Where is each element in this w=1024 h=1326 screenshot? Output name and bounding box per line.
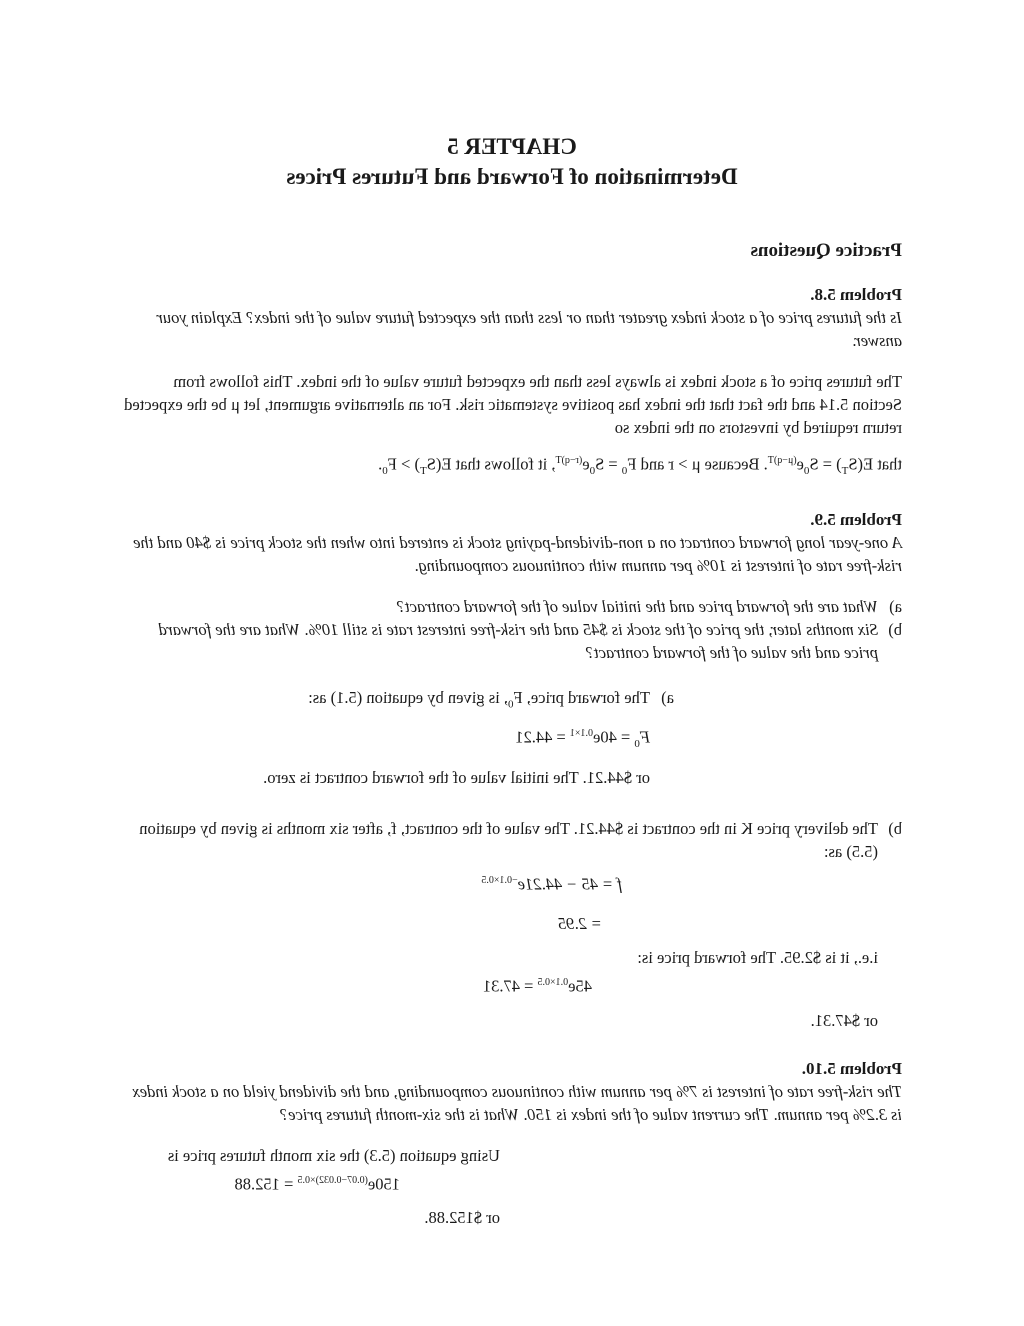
problem-question: Is the futures price of a stock index greater than or less than the expected future value of the index? Explain your answer. [156,308,902,350]
section-heading: Practice Questions [750,240,902,261]
eq-exponent: (r−q)T [555,455,583,466]
problem-title: Problem 5.9. [810,509,902,529]
problem-question: A one-year long forward contract on a non-dividend-paying stock is entered into when the stock price is $40 and the risk-free rate of interest is 10% per annum with continuous compounding. [133,532,902,575]
answer-text: The forward price, $F_0$, is given by equation (5.1) as: [308,687,650,711]
question-part-a [122,595,902,618]
answer-line [122,686,674,716]
eq-text: , it follows that E(S [426,454,556,474]
part-text: What are the forward price and the initial value of the forward contract? [396,596,878,616]
eq-text: . [378,454,383,474]
document-body [122,132,902,1255]
eq-sub: 0 [803,464,810,477]
problem-answer: The futures price of a stock index is always less than the expected future value of the index. This follows from Section 5.14 and the fact that the index has positive systematic risk. For an alternative argument, let μ be the expected return required by investors on the index so [124,372,902,437]
eq-sub: 0 [382,464,388,477]
eq-sub: T [841,464,849,477]
answer-line [122,817,902,863]
part-label: a) [661,687,674,707]
eq-text: ) = S [809,454,842,474]
answer-equation: = 2.95 [557,914,602,934]
part-text: Six months later, the price of the stock is $45 and the risk-free interest rate is still 10%. What are the forward price and the value of the forward contract? [158,619,878,662]
problem-5-8 [122,284,902,483]
eq-text: . Because μ > r and F [627,454,768,474]
eq-exponent: (μ−q)T [767,455,797,466]
eq-sub: 0 [621,464,628,477]
problem-title: Problem 5.10. [801,1058,902,1078]
problem-question: The risk-free rate of interest is 7% per annum with continuous compounding, and the dividend yield on a stock index is 3.2% per annum. The current value of the index is 150. What is the six-month futures price? [132,1081,902,1124]
answer-text: The delivery price K in the contract is $44.21. The value of the contract, f, after six months is given by equation (5.5) as: [139,818,878,861]
answer-part-a [122,686,674,789]
eq-sub: 0 [589,464,596,477]
answer-text: Using equation (5.3) the six month futures price is [167,1145,500,1165]
answer-text: or $152.88. [424,1208,500,1228]
answer-text: or $47.31. [810,1010,878,1030]
part-label: b) [888,818,902,838]
answer-equation: $f = 45 - 44.21e^{-0.1\times 0.5}$ [481,874,622,894]
part-label: a) [889,596,902,616]
answer-equation: that $E(S_T) = S_0e^{(\mu-q)T}$. Because μ > r and $F_0 = S_0e^{(r-q)T}$, it follows that $E(S_T) > F_0$. [378,454,902,477]
answer-block [122,1144,500,1230]
eq-sub: T [419,464,427,477]
answer-equation: $150e^{(0.07-0.032)\times 0.5} = 152.88$ [234,1174,400,1194]
eq-text: = S [595,454,622,474]
problem-5-9 [122,509,902,1032]
chapter-heading: CHAPTER 5 [447,134,577,159]
problem-title: Problem 5.8. [810,285,902,304]
answer-part-b [122,817,902,1032]
eq-text: ) > F [387,454,420,474]
chapter-title: Determination of Forward and Futures Prices [286,164,738,189]
answer-text: or $44.21. The initial value of the forward contract is zero. [263,767,650,787]
answer-text: i.e., it is $2.95. The forward price is: [637,948,878,968]
question-part-b [122,618,902,664]
problem-5-10 [122,1058,902,1230]
part-label: b) [888,619,902,639]
eq-text: that E(S [848,454,902,474]
answer-equation: $F_0 = 40e^{0.1\times 1} = 44.21$ [515,727,650,750]
answer-equation: $45e^{0.1\times 0.5} = 47.31$ [482,976,592,996]
